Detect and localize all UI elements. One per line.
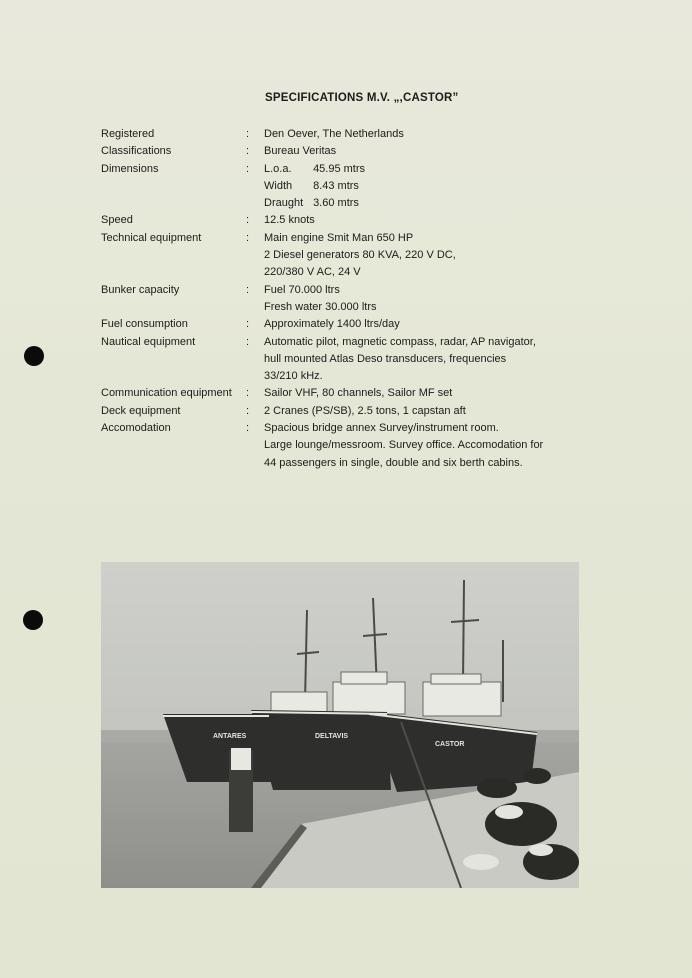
spec-colon: : <box>246 335 250 348</box>
spec-colon: : <box>246 214 250 227</box>
hull-name-antares: ANTARES <box>213 733 247 740</box>
spec-values <box>264 385 601 402</box>
dimension-row <box>264 161 601 178</box>
spec-value: 220/380 V AC, 24 V <box>264 266 361 279</box>
spec-value: Bureau Veritas <box>264 145 337 158</box>
spec-values <box>264 212 601 229</box>
spec-label: Speed <box>101 214 133 227</box>
spec-value: hull mounted Atlas Deso transducers, frequencies <box>264 352 507 365</box>
spec-value: Large lounge/messroom. Survey office. Accomodation for <box>264 439 544 452</box>
harbour-ships-illustration <box>101 562 579 888</box>
hull-name-castor: CASTOR <box>435 741 465 748</box>
spec-values <box>264 316 601 333</box>
spec-label: Bunker capacity <box>101 283 180 296</box>
dimension-value: 8.43 mtrs <box>313 179 359 192</box>
spec-colon: : <box>246 283 250 296</box>
spec-technical-equipment <box>101 230 601 282</box>
spec-fuel-consumption <box>101 316 601 333</box>
spec-label: Accomodation <box>101 422 171 435</box>
spec-value: Den Oever, The Netherlands <box>264 128 404 140</box>
spec-bunker-capacity <box>101 282 601 317</box>
spec-colon: : <box>246 422 250 435</box>
punch-hole-bottom <box>23 610 43 630</box>
spec-value: 2 Diesel generators 80 KVA, 220 V DC, <box>264 249 456 262</box>
dimension-key: Draught <box>264 197 304 210</box>
spec-values <box>264 420 601 472</box>
spec-colon: : <box>246 387 250 400</box>
spec-registered <box>101 126 601 143</box>
spec-colon: : <box>246 404 250 417</box>
spec-colon: : <box>246 318 250 331</box>
spec-values <box>264 143 601 160</box>
spec-deck-equipment <box>101 403 601 420</box>
spec-label: Classifications <box>101 145 172 158</box>
dimension-key: L.o.a. <box>264 162 292 175</box>
dimension-key: Width <box>264 179 293 192</box>
specifications-list <box>101 126 601 472</box>
spec-speed <box>101 212 601 229</box>
spec-label: Dimensions <box>101 162 159 175</box>
spec-label: Deck equipment <box>101 404 181 417</box>
spec-accomodation <box>101 420 601 472</box>
spec-communication-equipment <box>101 385 601 402</box>
dimension-row <box>264 195 601 212</box>
spec-value: 12.5 knots <box>264 214 315 227</box>
spec-value: 2 Cranes (PS/SB), 2.5 tons, 1 capstan aft <box>264 404 466 417</box>
spec-value: Approximately 1400 ltrs/day <box>264 318 400 331</box>
punch-hole-top <box>24 346 44 366</box>
spec-nautical-equipment <box>101 334 601 386</box>
spec-values <box>264 161 601 213</box>
spec-values <box>264 230 601 282</box>
dimension-value: 45.95 mtrs <box>313 162 366 175</box>
spec-values <box>264 126 601 143</box>
bollard-cap <box>231 748 251 770</box>
spec-colon: : <box>246 231 250 244</box>
page-title: SPECIFICATIONS M.V. „,CASTOR” <box>265 92 459 104</box>
spec-label: Fuel consumption <box>101 318 188 331</box>
spec-values <box>264 282 601 317</box>
spec-value: Spacious bridge annex Survey/instrument room. <box>264 422 499 435</box>
spec-values <box>264 403 601 420</box>
hull-name-deltavis: DELTAVIS <box>315 733 349 740</box>
dimension-row <box>264 178 601 195</box>
dimension-value: 3.60 mtrs <box>313 197 359 210</box>
spec-value: 44 passengers in single, double and six berth cabins. <box>264 456 523 469</box>
spec-colon: : <box>246 162 250 175</box>
spec-label: Nautical equipment <box>101 335 196 348</box>
spec-value: Fresh water 30.000 ltrs <box>264 300 377 313</box>
spec-label: Technical equipment <box>101 231 202 244</box>
spec-label: Registered <box>101 128 155 140</box>
spec-value: Fuel 70.000 ltrs <box>264 283 340 296</box>
spec-label: Communication equipment <box>101 387 232 400</box>
spec-value: 33/210 kHz. <box>264 370 323 383</box>
spec-value: Automatic pilot, magnetic compass, radar, AP navigator, <box>264 335 536 348</box>
spec-colon: : <box>246 145 250 158</box>
spec-value: Main engine Smit Man 650 HP <box>264 231 414 244</box>
spec-value: Sailor VHF, 80 channels, Sailor MF set <box>264 387 453 400</box>
spec-classifications <box>101 143 601 160</box>
spec-dimensions <box>101 161 601 213</box>
spec-colon: : <box>246 128 250 140</box>
spec-values <box>264 334 601 386</box>
ships-photo <box>101 562 579 888</box>
